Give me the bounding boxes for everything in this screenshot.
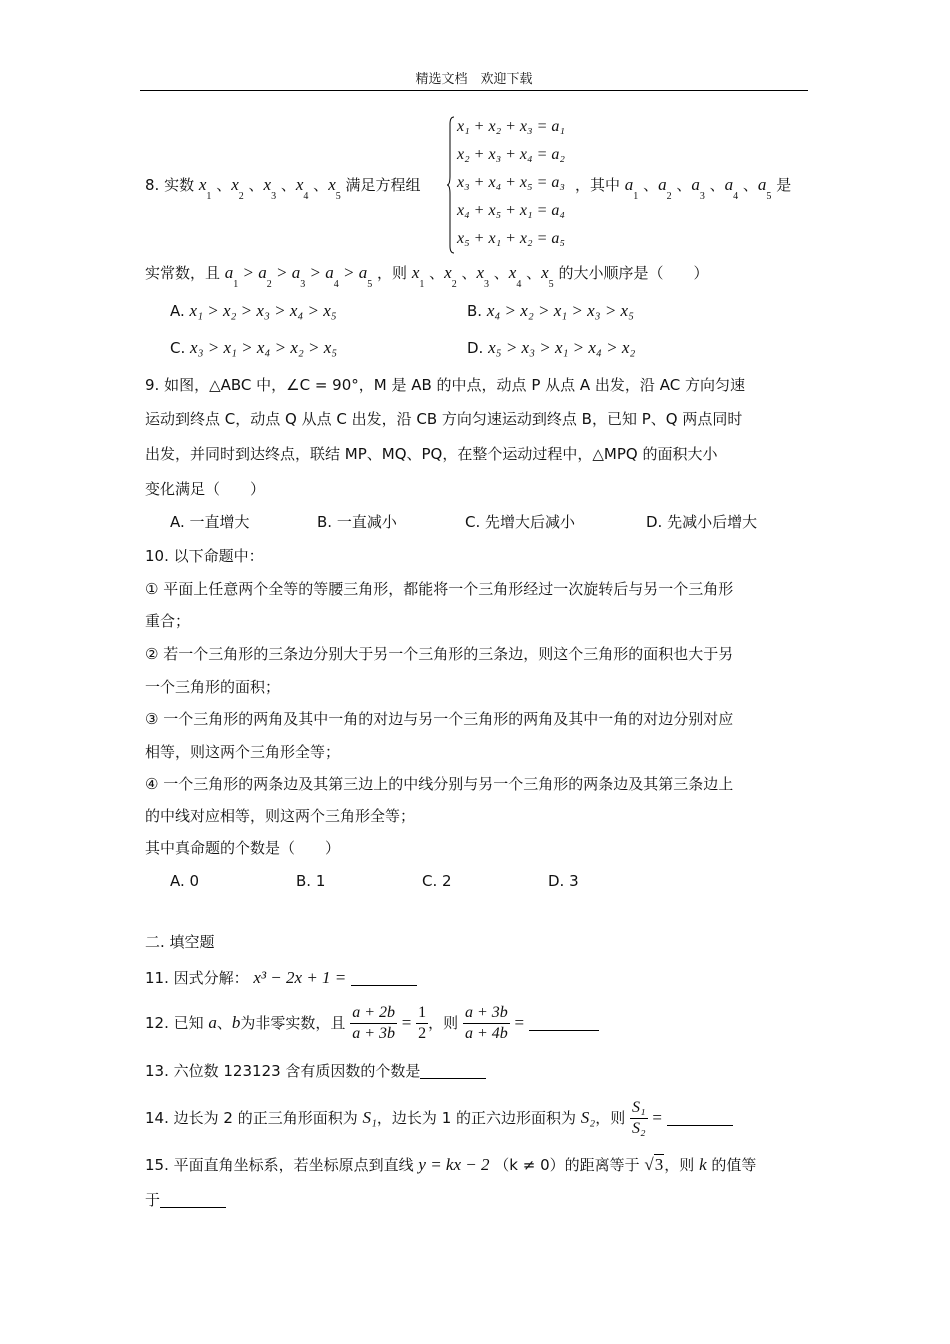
q13-answer-blank[interactable] (420, 1064, 486, 1079)
q8-option-a[interactable]: A. x₁ > x₂ > x₃ > x₄ > x₅ (170, 301, 337, 320)
q10-item-1a: ① 平面上任意两个全等的等腰三角形，都能将一个三角形经过一次旋转后与另一个三角形 (145, 580, 734, 598)
q9-line3: 出发，并同时到达终点，联结 MP、MQ、PQ，在整个运动过程中，△MPQ 的面积大小 (145, 445, 718, 463)
q9-line4: 变化满足（ ） (145, 480, 266, 498)
q10-option-c[interactable]: C. 2 (422, 872, 452, 890)
q8-line2-c: 的大小顺序是（ ） (558, 264, 709, 282)
q8-equation-3: x₃ + x₄ + x₅ = a₃ (457, 174, 565, 191)
q10-item-3a: ③ 一个三角形的两角及其中一角的对边与另一个三角形的两角及其中一角的对边分别对应 (145, 710, 734, 728)
q8-equation-4: x₄ + x₅ + x₁ = a₄ (457, 202, 565, 219)
q10-title: 10. 以下命题中： (145, 547, 264, 565)
q10-option-b[interactable]: B. 1 (296, 872, 326, 890)
q12-answer-blank[interactable] (529, 1016, 599, 1031)
q12-fraction-2: $\frac{1}{2}$ (418, 1004, 427, 1042)
q10-item-4b: 的中线对应相等，则这两个三角形全等； (145, 807, 416, 825)
q9-option-a[interactable]: A. 一直增大 (170, 513, 250, 531)
q8-mid: 满足方程组 (345, 176, 421, 194)
q10-option-d[interactable]: D. 3 (548, 872, 579, 890)
q8-equation-2: x₂ + x₃ + x₄ = a₂ (457, 146, 565, 163)
q8-suffix1: ，其中 (575, 176, 621, 194)
q8-line2: 实常数，且 $a_1 > a_2 > a_3 > a_4 > a_5$ ，则 $x_1$ 、$x_2$ 、$x_3$ 、$x_4$ 、$x_5$ 的大小顺序是（ ） (145, 263, 709, 290)
q9-option-d[interactable]: D. 先减小后增大 (646, 513, 758, 531)
page-header (140, 72, 808, 91)
q10-item-1b: 重合； (145, 612, 191, 630)
q11-answer-blank[interactable] (351, 971, 417, 986)
q15-line2: 于 (145, 1189, 226, 1211)
q9-option-b[interactable]: B. 一直减小 (317, 513, 397, 531)
q15-answer-blank[interactable] (160, 1193, 226, 1208)
section-title: 二. 填空题 (145, 933, 215, 951)
q8-prefix: 8. 实数 (145, 176, 195, 194)
q10-item-2b: 一个三角形的面积； (145, 678, 281, 696)
q10-item-3b: 相等，则这两个三角形全等； (145, 743, 341, 761)
q15-line1: 15. 平面直角坐标系，若坐标原点到直线 y = kx − 2 （k ≠ 0）的距离等于 √3，则 k 的值等 (145, 1155, 757, 1174)
q8-equation-1: x₁ + x₂ + x₃ = a₁ (457, 118, 565, 135)
q14: 14. 边长为 2 的正三角形面积为 S₁，边长为 1 的正六边形面积为 S₂，则 $\frac{\text{S₁}}{\text{S₂}}$ = (145, 1095, 733, 1141)
q8-suffix2: 是 (776, 176, 792, 194)
q14-answer-blank[interactable] (667, 1111, 733, 1126)
q8-option-d[interactable]: D. x₅ > x₃ > x₁ > x₄ > x₂ (467, 338, 636, 357)
q8-option-c[interactable]: C. x₃ > x₁ > x₄ > x₂ > x₅ (170, 338, 338, 357)
q10-question: 其中真命题的个数是（ ） (145, 839, 341, 857)
q8-equation-system (447, 116, 567, 254)
q8-line1-right: ，其中 $a_1$ 、$a_2$ 、$a_3$ 、$a_4$ 、$a_5$ 是 (575, 175, 792, 202)
q8-equation-5: x₅ + x₁ + x₂ = a₅ (457, 230, 565, 247)
q10-item-2a: ② 若一个三角形的三条边分别大于另一个三角形的三条边，则这个三角形的面积也大于另 (145, 645, 734, 663)
q11: 11. 因式分解： x³ − 2x + 1 = (145, 967, 417, 989)
q9-option-c[interactable]: C. 先增大后减小 (465, 513, 576, 531)
q12: 12. 已知 a、b为非零实数，且 $\frac{a + 2b}{a + 3b}$ = $\frac{1}{2}$ ，则 $\frac{a + 3b}{a + 4b}$ = (145, 1000, 599, 1046)
q10-option-a[interactable]: A. 0 (170, 872, 200, 890)
q8-option-b[interactable]: B. x₄ > x₂ > x₁ > x₃ > x₅ (467, 301, 635, 320)
sqrt-symbol: √3 (644, 1155, 664, 1174)
q12-fraction-3: $\frac{a + 3b}{a + 4b}$ (464, 1004, 508, 1042)
header-text: 精选文档 欢迎下载 (415, 72, 533, 87)
q8-line2-b: ，则 (377, 264, 408, 282)
q8-line1: 8. 实数 $x_1$ 、$x_2$ 、$x_3$ 、$x_4$ 、$x_5$ 满足方程组 (145, 175, 421, 202)
q8-line2-a: 实常数，且 (145, 264, 221, 282)
q9-line1: 9. 如图，△ABC 中，∠C = 90°，M 是 AB 的中点，动点 P 从点 A 出发，沿 AC 方向匀速 (145, 376, 745, 394)
left-brace-icon (447, 116, 455, 254)
q9-line2: 运动到终点 C，动点 Q 从点 C 出发，沿 CB 方向匀速运动到终点 B，已知 P、Q 两点同时 (145, 410, 743, 428)
q13: 13. 六位数 123123 含有质因数的个数是 (145, 1060, 486, 1082)
q12-fraction-1: $\frac{a + 2b}{a + 3b}$ (352, 1004, 396, 1042)
q14-fraction: $\frac{\text{S₁}}{\text{S₂}}$ (632, 1099, 646, 1137)
q10-item-4a: ④ 一个三角形的两条边及其第三边上的中线分别与另一个三角形的两条边及其第三条边上 (145, 775, 734, 793)
